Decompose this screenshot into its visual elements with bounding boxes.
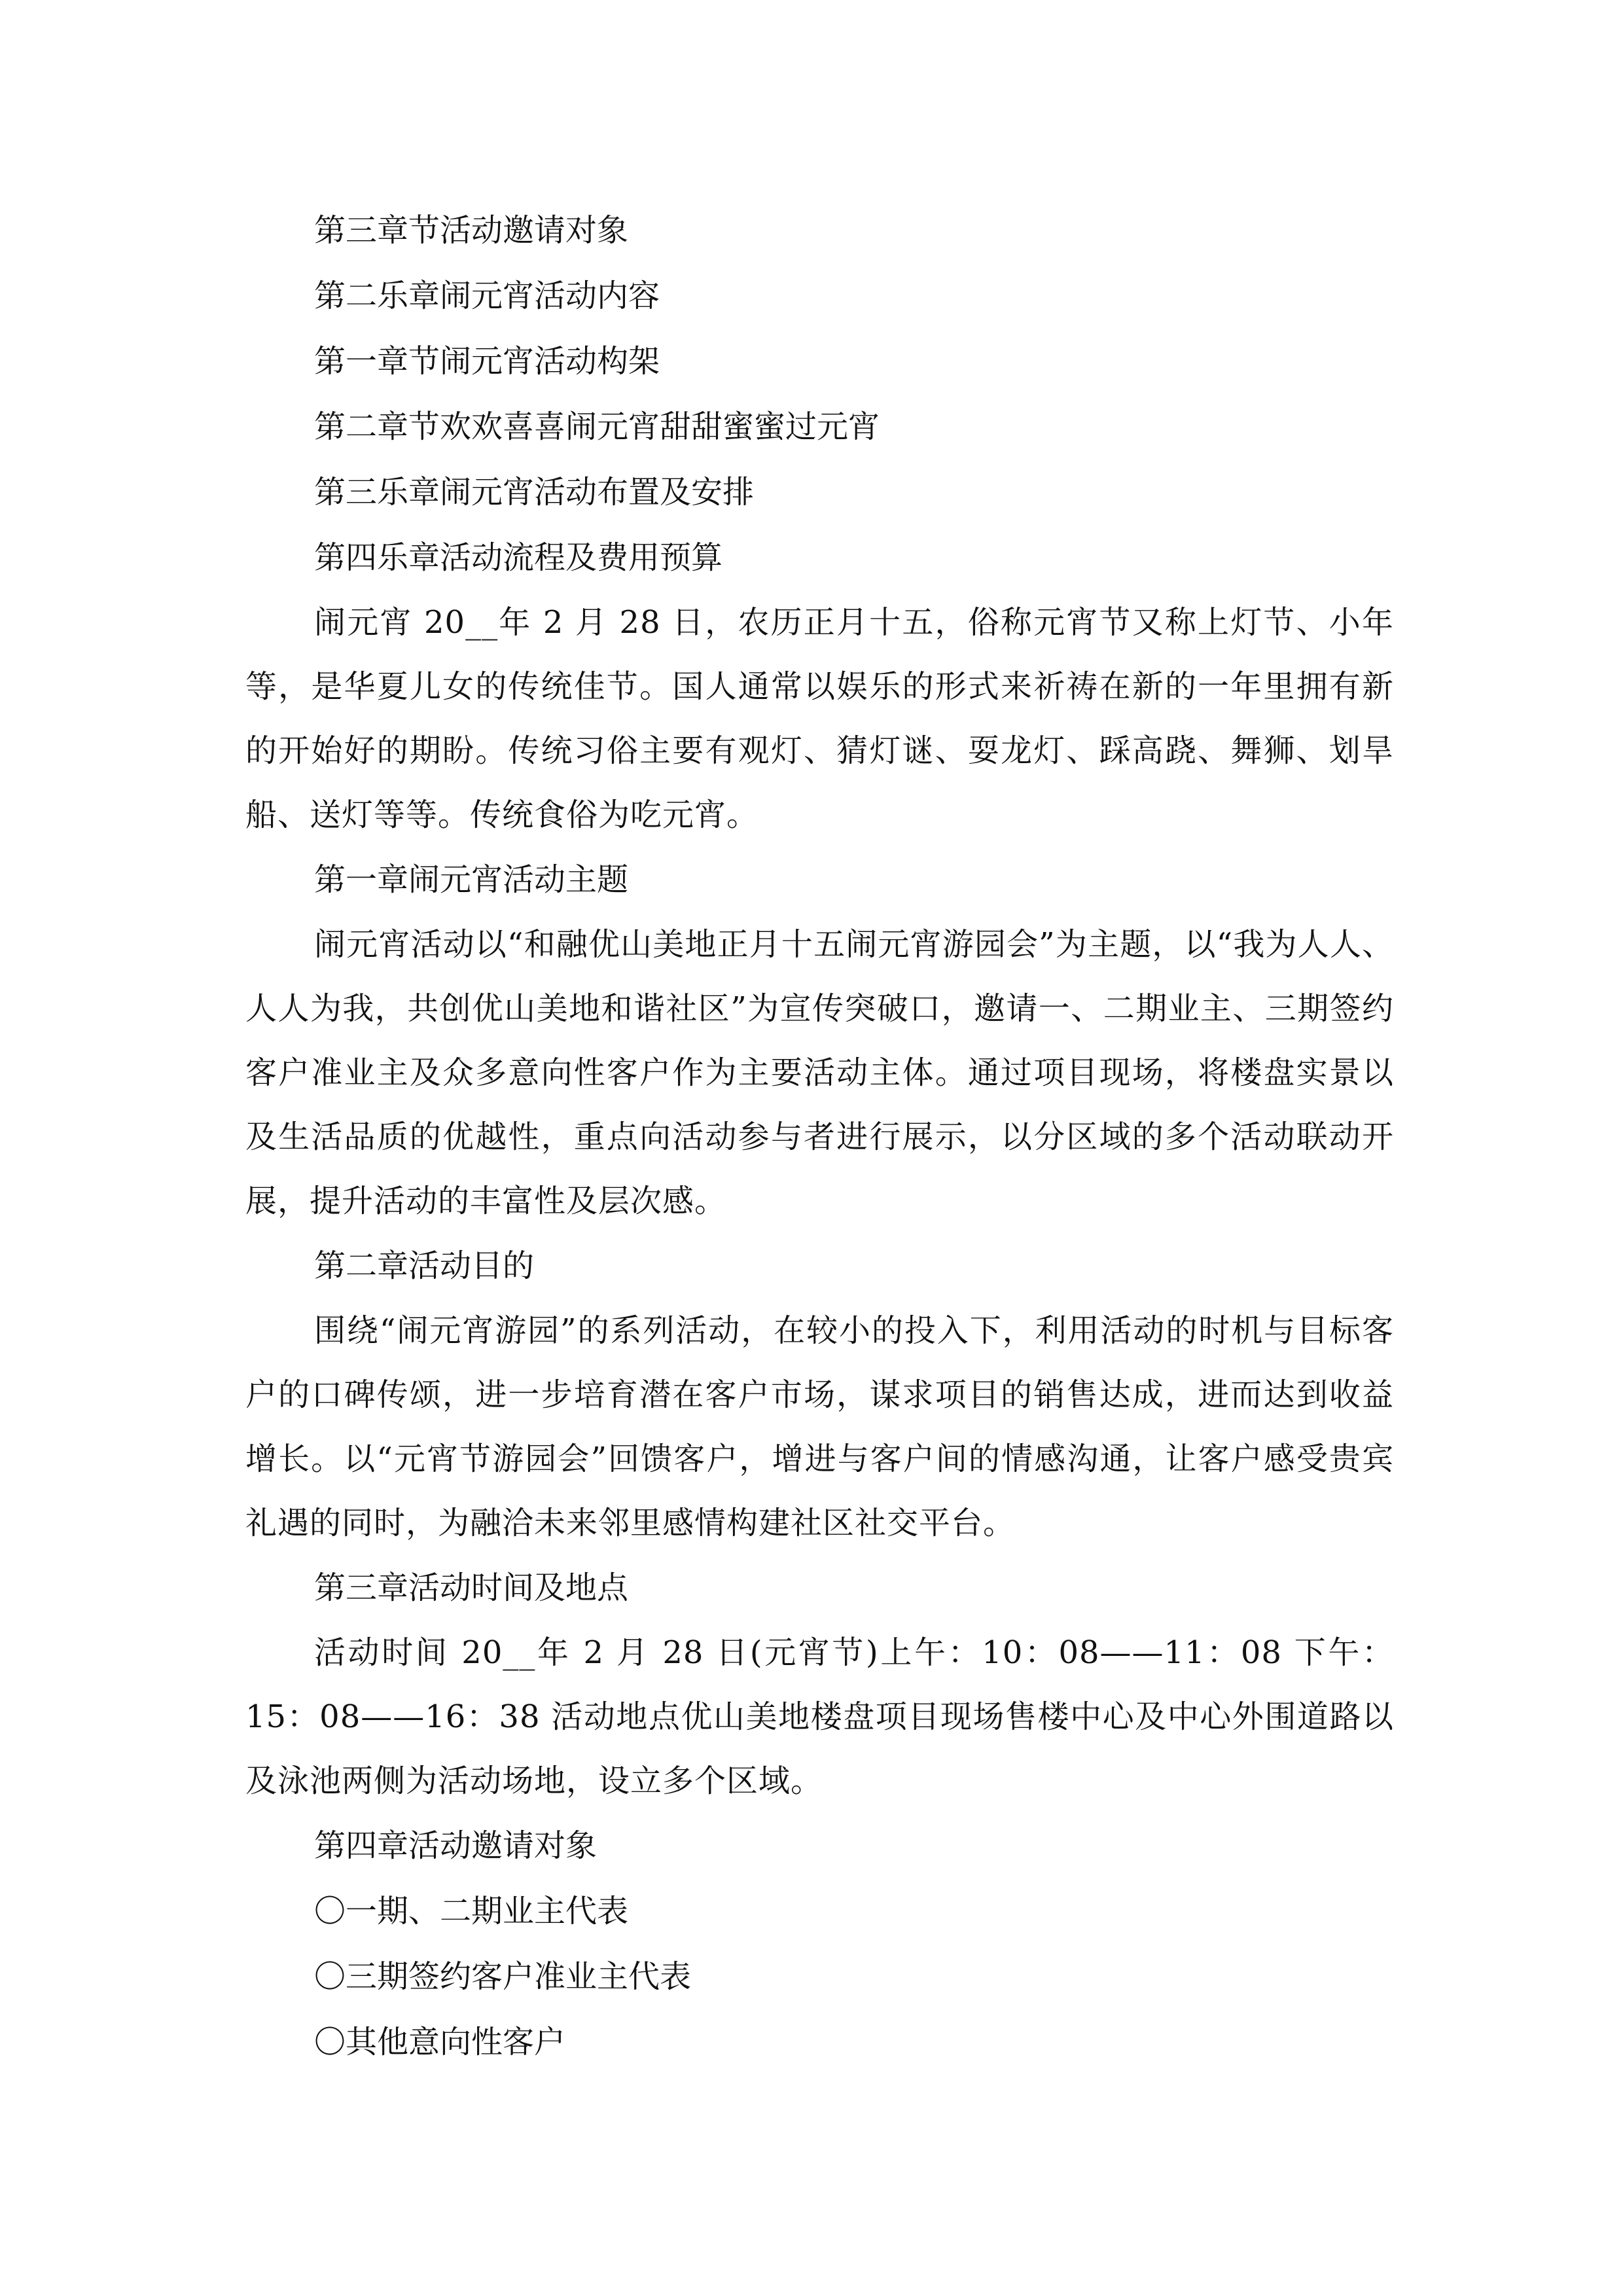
intro-paragraph: 闹元宵 20__年 2 月 28 日，农历正月十五，俗称元宵节又称上灯节、小年等，是华夏儿女的传统佳节。国人通常以娱乐的形式来祈祷在新的一年里拥有新的开始好的期盼。传统习俗主要有观灯、猜灯谜、耍龙灯、踩高跷、舞狮、划旱船、送灯等等。传统食俗为吃元宵。 [245, 604, 1394, 833]
section-heading: 第三章活动时间及地点 [314, 1570, 629, 1606]
document-body [245, 198, 1394, 2075]
toc-line: 第一章节闹元宵活动构架 [314, 343, 660, 380]
invite-list [245, 1878, 1394, 2075]
section-paragraph: 围绕“闹元宵游园”的系列活动，在较小的投入下，利用活动的时机与目标客户的口碑传颂，进一步培育潜在客户市场，谋求项目的销售达成，进而达到收益增长。以“元宵节游园会”回馈客户，增进与客户间的情感沟通，让客户感受贵宾礼遇的同时，为融洽未来邻里感情构建社区社交平台。 [245, 1312, 1394, 1541]
invite-list-item: 〇一期、二期业主代表 [314, 1893, 629, 1929]
toc-line: 第三乐章闹元宵活动布置及安排 [314, 474, 755, 511]
section-heading: 第二章活动目的 [314, 1247, 535, 1284]
section-heading: 第四章活动邀请对象 [314, 1827, 597, 1864]
section-heading: 第一章闹元宵活动主题 [314, 861, 629, 898]
toc-line: 第三章节活动邀请对象 [314, 212, 629, 249]
invite-list-item: 〇其他意向性客户 [314, 2024, 566, 2060]
toc-line: 第二章节欢欢喜喜闹元宵甜甜蜜蜜过元宵 [314, 408, 880, 445]
toc-line: 第四乐章活动流程及费用预算 [314, 539, 723, 576]
section-paragraph: 活动时间 20__年 2 月 28 日(元宵节)上午：10：08——11：08 下午：15：08——16：38 活动地点优山美地楼盘项目现场售楼中心及中心外围道路以及泳池两侧为活动场地，设立多个区域。 [245, 1634, 1394, 1799]
invite-list-item: 〇三期签约客户准业主代表 [314, 1958, 692, 1995]
table-of-contents [245, 198, 1394, 590]
section-paragraph: 闹元宵活动以“和融优山美地正月十五闹元宵游园会”为主题，以“我为人人、人人为我，共创优山美地和谐社区”为宣传突破口，邀请一、二期业主、三期签约客户准业主及众多意向性客户作为主要活动主体。通过项目现场，将楼盘实景以及生活品质的优越性，重点向活动参与者进行展示，以分区域的多个活动联动开展，提升活动的丰富性及层次感。 [245, 926, 1394, 1219]
toc-line: 第二乐章闹元宵活动内容 [314, 278, 660, 314]
